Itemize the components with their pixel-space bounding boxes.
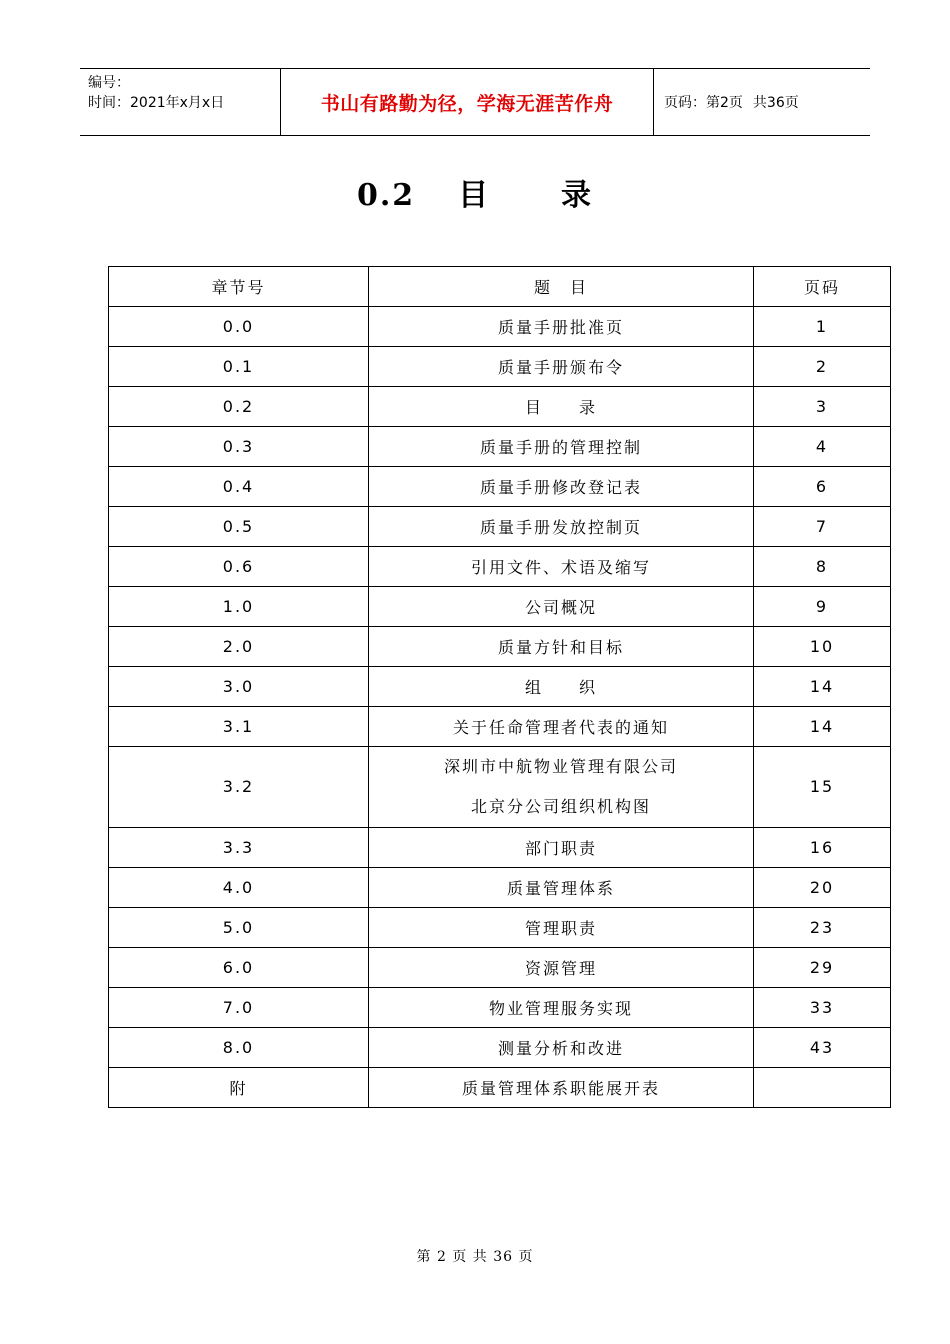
table-header-row (109, 267, 891, 307)
header-motto-cell (281, 69, 654, 135)
title-cell: 质量手册批准页 (369, 307, 754, 347)
chapter-cell: 3.0 (109, 667, 369, 707)
title-cell: 质量手册修改登记表 (369, 467, 754, 507)
page-cell: 7 (754, 507, 891, 547)
title-cell: 测量分析和改进 (369, 1028, 754, 1068)
title-cell: 部门职责 (369, 828, 754, 868)
page-cell: 8 (754, 547, 891, 587)
title-cell: 质量手册发放控制页 (369, 507, 754, 547)
table-row (109, 868, 891, 908)
chapter-cell: 0.6 (109, 547, 369, 587)
chapter-cell: 8.0 (109, 1028, 369, 1068)
chapter-cell: 0.5 (109, 507, 369, 547)
page-header (80, 68, 870, 136)
page-cell: 4 (754, 427, 891, 467)
table-row (109, 707, 891, 747)
title-cell: 质量方针和目标 (369, 627, 754, 667)
column-header-page: 页码 (754, 267, 891, 307)
chapter-cell: 3.1 (109, 707, 369, 747)
page-cell: 16 (754, 828, 891, 868)
title-cell-line-1: 深圳市中航物业管理有限公司 (443, 757, 678, 776)
table-row (109, 427, 891, 467)
page-cell: 20 (754, 868, 891, 908)
chapter-cell: 附 (109, 1068, 369, 1108)
chapter-cell: 0.3 (109, 427, 369, 467)
page-cell: 2 (754, 347, 891, 387)
table-row (109, 387, 891, 427)
title-cell: 质量手册颁布令 (369, 347, 754, 387)
page-cell: 15 (754, 747, 891, 828)
table-row (109, 347, 891, 387)
title-cell: 物业管理服务实现 (369, 988, 754, 1028)
chapter-cell: 5.0 (109, 908, 369, 948)
table-row (109, 587, 891, 627)
page-cell: 14 (754, 707, 891, 747)
table-row (109, 828, 891, 868)
page-cell: 6 (754, 467, 891, 507)
title-cell: 质量手册的管理控制 (369, 427, 754, 467)
page-cell: 33 (754, 988, 891, 1028)
title-cell: 资源管理 (369, 948, 754, 988)
chapter-cell: 0.4 (109, 467, 369, 507)
title-number: 0.2 (356, 178, 416, 213)
chapter-cell: 4.0 (109, 868, 369, 908)
header-meta (80, 69, 281, 135)
title-cell (369, 747, 754, 828)
table-row (109, 667, 891, 707)
header-page-total: 共36页 (752, 95, 799, 111)
title-cell: 质量管理体系职能展开表 (369, 1068, 754, 1108)
table-row (109, 747, 891, 828)
chapter-cell: 6.0 (109, 948, 369, 988)
toc-table (108, 266, 891, 1108)
title-cell: 管理职责 (369, 908, 754, 948)
page-title (0, 170, 950, 214)
table-row (109, 507, 891, 547)
page-cell: 9 (754, 587, 891, 627)
title-text-1: 目 (458, 178, 491, 213)
table-row (109, 988, 891, 1028)
table-row (109, 948, 891, 988)
title-cell-line-2: 北京分公司组织机构图 (470, 797, 651, 816)
page-cell: 1 (754, 307, 891, 347)
table-row (109, 908, 891, 948)
table-row (109, 467, 891, 507)
chapter-cell: 1.0 (109, 587, 369, 627)
title-cell: 引用文件、术语及缩写 (369, 547, 754, 587)
chapter-cell: 0.2 (109, 387, 369, 427)
title-cell: 公司概况 (369, 587, 754, 627)
title-cell: 组 织 (369, 667, 754, 707)
page-cell: 43 (754, 1028, 891, 1068)
chapter-cell: 2.0 (109, 627, 369, 667)
table-row (109, 547, 891, 587)
chapter-cell: 3.3 (109, 828, 369, 868)
header-page-info (654, 69, 870, 135)
chapter-cell: 0.1 (109, 347, 369, 387)
header-number-label: 编号： (88, 75, 130, 91)
title-cell: 目 录 (369, 387, 754, 427)
chapter-cell: 7.0 (109, 988, 369, 1028)
table-row (109, 627, 891, 667)
column-header-chapter: 章节号 (109, 267, 369, 307)
header-motto: 书山有路勤为径，学海无涯苦作舟 (320, 92, 614, 115)
header-page-number: 页码：第2页 (664, 95, 743, 111)
page-cell: 14 (754, 667, 891, 707)
page-cell: 29 (754, 948, 891, 988)
header-time-label: 时间：2021年x月x日 (88, 95, 225, 111)
column-header-title: 题 目 (369, 267, 754, 307)
table-row (109, 1068, 891, 1108)
chapter-cell: 0.0 (109, 307, 369, 347)
page-cell: 10 (754, 627, 891, 667)
page-cell: 3 (754, 387, 891, 427)
page-cell: 23 (754, 908, 891, 948)
page-footer: 第 2 页 共 36 页 (416, 1249, 534, 1265)
title-cell: 关于任命管理者代表的通知 (369, 707, 754, 747)
title-cell: 质量管理体系 (369, 868, 754, 908)
table-row (109, 307, 891, 347)
title-text-2: 录 (561, 178, 593, 213)
page-cell (754, 1068, 891, 1108)
chapter-cell: 3.2 (109, 747, 369, 828)
table-row (109, 1028, 891, 1068)
